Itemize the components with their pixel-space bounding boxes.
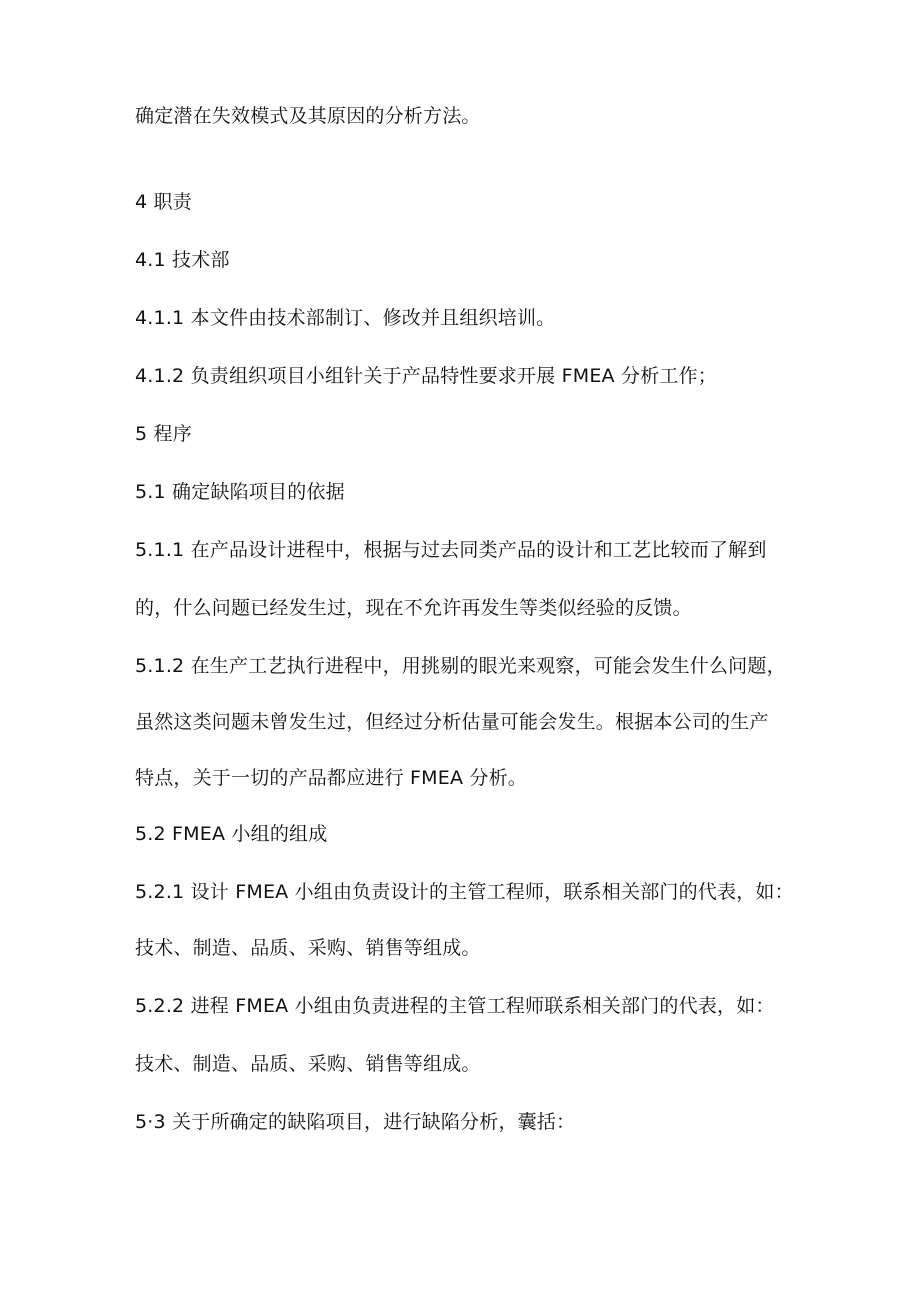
clause-4-1-2: 4.1.2 负责组织项目小组针关于产品特性要求开展 FMEA 分析工作； [135,365,717,387]
clause-5-1-2-line-1: 5.1.2 在生产工艺执行进程中，用挑剔的眼光来观察，可能会发生什么问题， [135,655,786,677]
clause-5-1-1-line-1: 5.1.1 在产品设计进程中，根据与过去同类产品的设计和工艺比较而了解到 [135,539,767,561]
clause-4-1-1: 4.1.1 本文件由技术部制订、修改并且组织培训。 [135,307,556,329]
subsection-heading-5-2: 5.2 FMEA 小组的组成 [135,823,328,845]
subsection-heading-4-1: 4.1 技术部 [135,249,230,271]
clause-5-3: 5·3 关于所确定的缺陷项目，进行缺陷分析，囊括： [135,1111,576,1133]
section-heading-5: 5 程序 [135,423,192,445]
section-heading-4: 4 职责 [135,191,192,213]
clause-5-1-2-line-3: 特点，关于一切的产品都应进行 FMEA 分析。 [135,767,528,789]
clause-5-1-2-line-2: 虽然这类问题未曾发生过，但经过分析估量可能会发生。根据本公司的生产 [135,711,769,733]
paragraph-line: 确定潜在失效模式及其原因的分析方法。 [135,105,481,127]
subsection-heading-5-1: 5.1 确定缺陷项目的依据 [135,481,345,503]
clause-5-2-2-line-2: 技术、制造、品质、采购、销售等组成。 [135,1053,481,1075]
clause-5-2-2-line-1: 5.2.2 进程 FMEA 小组由负责进程的主管工程师联系相关部门的代表，如： [135,995,775,1017]
clause-5-2-1-line-2: 技术、制造、品质、采购、销售等组成。 [135,937,481,959]
clause-5-2-1-line-1: 5.2.1 设计 FMEA 小组由负责设计的主管工程师，联系相关部门的代表，如： [135,881,794,903]
clause-5-1-1-line-2: 的，什么问题已经发生过，现在不允许再发生等类似经验的反馈。 [135,597,692,619]
